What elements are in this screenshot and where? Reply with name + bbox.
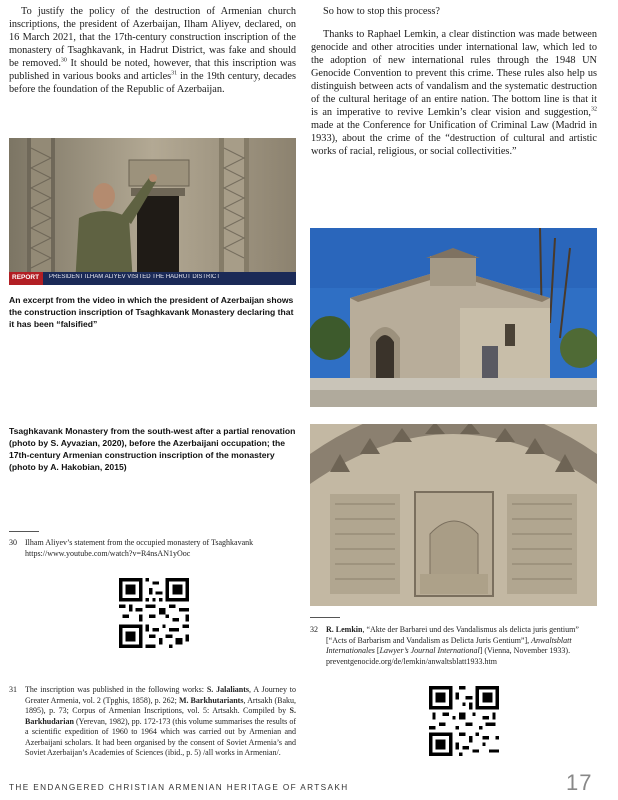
footnote-30-number: 30 bbox=[9, 538, 17, 547]
footnote-rule-left bbox=[9, 531, 39, 532]
video-tag: REPORT bbox=[12, 274, 40, 281]
left-column-text bbox=[9, 5, 296, 96]
footnote-30-text: Ilham Aliyev’s statement from the occupied monastery of Tsaghkavank bbox=[25, 538, 254, 547]
video-ticker: PRESIDENT ILHAM ALIYEV VISITED THE HADRUT DISTRICT bbox=[49, 274, 221, 280]
video-still-photo bbox=[9, 138, 296, 285]
footnote-31-number: 31 bbox=[9, 685, 17, 694]
monastery-photo bbox=[310, 228, 597, 407]
right-column-text bbox=[311, 5, 597, 158]
qr-code-right[interactable] bbox=[429, 686, 499, 756]
footnote-32-text: R. Lemkin, “Akte der Barbarei und des Vandalismus als delicta juris gentium” [“Acts of Barbarism and Vandalism as Delicta Juris Gentium”], Anwaltsblatt Internationales [Lawyer’s Journal International] (Vienna, November 1933). bbox=[326, 625, 579, 655]
question-line: So how to stop this process? bbox=[323, 6, 440, 17]
qr-code-left-icon bbox=[119, 578, 189, 648]
qr-code-right-icon bbox=[429, 686, 499, 756]
footnote-30 bbox=[9, 538, 296, 559]
footnote-32-number: 32 bbox=[310, 625, 318, 634]
caption-video-still: An excerpt from the video in which the president of Azerbaijan shows the construction inscription of Tsaghkavank Monastery declaring that it has been “falsified” bbox=[9, 295, 294, 329]
footnote-31-text: The inscription was published in the following works: S. Jalaliants, A Journey to Greater Armenia, vol. 2 (Tpghis, 1858), p. 262; M. Barkhutariants, Artsakh (Baku, 1895), p. 73; Corpus of Armenian Inscriptions, vol. 5: Artsakh. Compiled by S. Barkhudarian (Yerevan, 1982), pp. 172-173 (this volume summarises the results of a scientific expedition of 1960 to 1964 which was carried out by Armenian and Azerbaijani scholars. It had been organised by the consent of Soviet Armenia’s and Soviet Azerbaijan’s Academies of Sciences (ibid., p. 5) /all works in Armenian/. bbox=[25, 685, 297, 757]
caption-monastery: Tsaghkavank Monastery from the south-west after a partial renovation (photo by S. Ayvazian, 2020), before the Azerbaijani occupation; the 17th-century Armenian construction inscription of the monastery (photo by A. Hakobian, 2015) bbox=[9, 426, 296, 472]
page-number: 17 bbox=[566, 770, 593, 795]
inscription-image bbox=[310, 424, 597, 606]
paragraph-lemkin: Thanks to Raphael Lemkin, a clear distinction was made between genocide and other atrocities under international law, which led to the adoption of new international rules through the 1948 UN Genocide Convention to prevent this crime. These rules also help us distinguish between acts of vandalism and the systematic destruction of the cultural heritage of an entire nation. The bottom line is that it is an imperative to revive Lemkin’s clear vision and suggestion,$^{32}$ made at the Conference for Unification of Criminal Law (Madrid in 1933), about the crime of the “destruction of cultural and artistic works of racial, religious, or social collectivities.” bbox=[311, 29, 597, 157]
inscription-photo bbox=[310, 424, 597, 606]
footnote-32 bbox=[310, 625, 597, 667]
footer-title: THE ENDANGERED CHRISTIAN ARMENIAN HERITAGE OF ARTSAKH bbox=[9, 783, 349, 792]
footnote-rule-right bbox=[310, 617, 340, 618]
video-still-image bbox=[9, 138, 296, 285]
footnote-32-link[interactable]: preventgenocide.org/de/lemkin/anwaltsblatt1933.htm bbox=[326, 656, 497, 666]
footnote-30-link[interactable]: https://www.youtube.com/watch?v=R4nsAN1yOoc bbox=[25, 548, 191, 558]
monastery-image bbox=[310, 228, 597, 407]
paragraph-aliyev: To justify the policy of the destruction of Armenian church inscriptions, the president of Azerbaijan, Ilham Aliyev, declared, on 16 March 2021, that the 17th-century construction inscription of the monastery of Tsaghkavank, in Hadrut District, was fake and should be removed.$^{30}$ It should be noted, however, that this inscription was published in various books and articles$^{31}$ in the 19th century, decades before the foundation of the Republic of Azerbaijan. bbox=[9, 6, 296, 95]
footnote-31 bbox=[9, 685, 296, 759]
qr-code-left[interactable] bbox=[119, 578, 189, 648]
